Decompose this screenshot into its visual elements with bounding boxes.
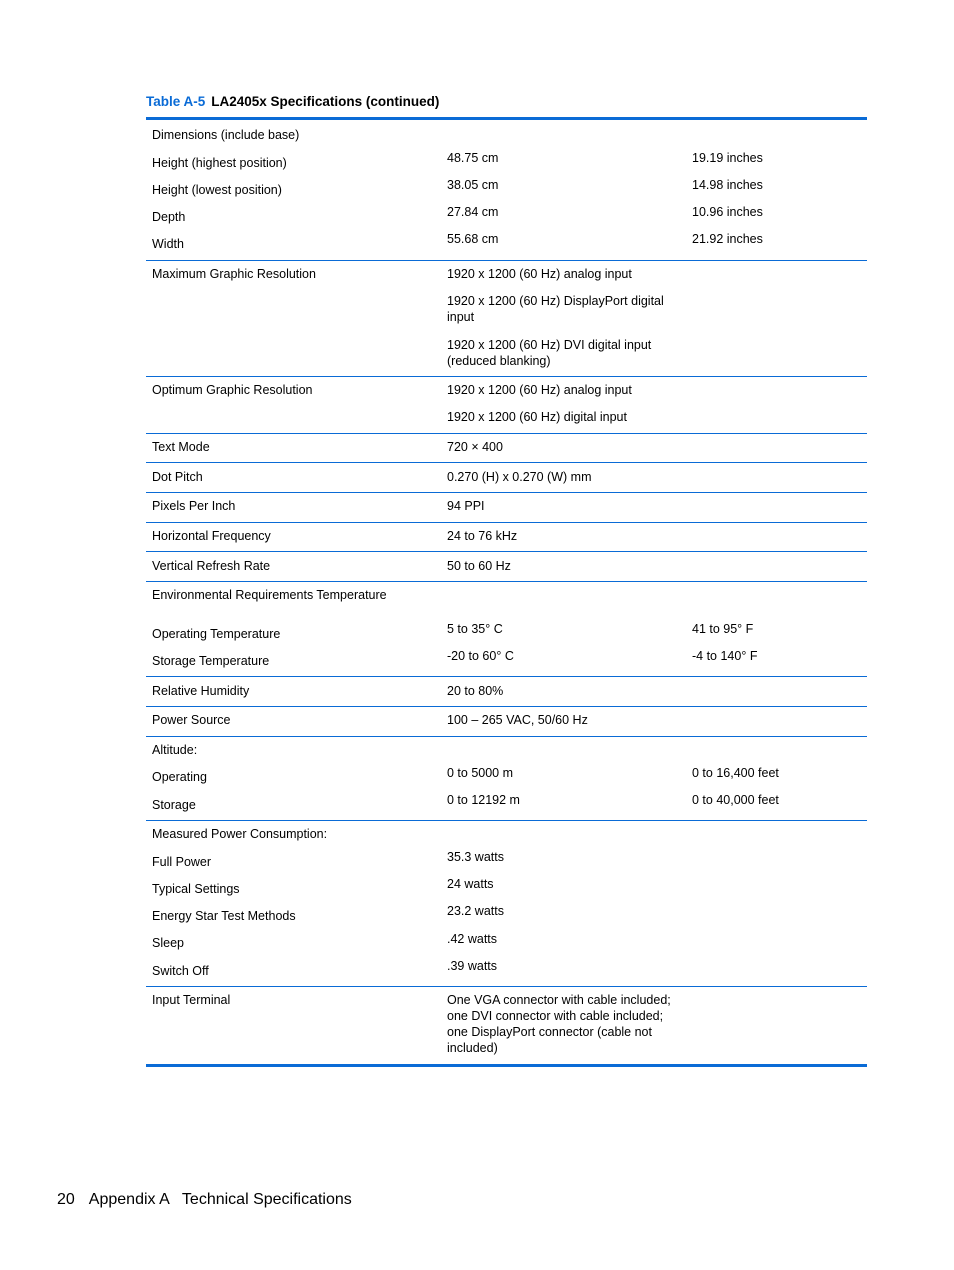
altitude-operating-metric: 0 to 5000 m bbox=[447, 766, 514, 780]
ppi-label: Pixels Per Inch bbox=[152, 499, 236, 513]
dimensions-height-lowest-metric: 38.05 cm bbox=[447, 178, 499, 192]
dimensions-height-lowest-imperial: 14.98 inches bbox=[692, 178, 763, 192]
input-terminal-label: Input Terminal bbox=[152, 993, 231, 1007]
optimum-resolution-digital: 1920 x 1200 (60 Hz) digital input bbox=[447, 410, 627, 424]
dot-pitch-value: 0.270 (H) x 0.270 (W) mm bbox=[447, 470, 592, 484]
dimensions-height-lowest-label: Height (lowest position) bbox=[152, 183, 282, 197]
horizontal-frequency-label: Horizontal Frequency bbox=[152, 529, 271, 543]
vertical-refresh-value: 50 to 60 Hz bbox=[447, 559, 511, 573]
dimensions-width-metric: 55.68 cm bbox=[447, 232, 499, 246]
humidity-label: Relative Humidity bbox=[152, 684, 250, 698]
row-divider bbox=[146, 260, 867, 261]
row-divider bbox=[146, 676, 867, 677]
altitude-storage-imperial: 0 to 40,000 feet bbox=[692, 793, 779, 807]
row-divider bbox=[146, 492, 867, 493]
dimensions-height-highest-imperial: 19.19 inches bbox=[692, 151, 763, 165]
power-energy-star-label: Energy Star Test Methods bbox=[152, 909, 296, 923]
altitude-operating-imperial: 0 to 16,400 feet bbox=[692, 766, 779, 780]
environment-operating-label: Operating Temperature bbox=[152, 627, 281, 641]
row-divider bbox=[146, 462, 867, 463]
power-typical-value: 24 watts bbox=[447, 877, 494, 891]
power-source-label: Power Source bbox=[152, 713, 231, 727]
max-resolution-displayport-cont: input bbox=[447, 310, 475, 324]
environment-operating-imperial: 41 to 95° F bbox=[692, 622, 754, 636]
dot-pitch-label: Dot Pitch bbox=[152, 470, 203, 484]
altitude-heading: Altitude: bbox=[152, 743, 198, 757]
horizontal-frequency-value: 24 to 76 kHz bbox=[447, 529, 518, 543]
power-switch-off-value: .39 watts bbox=[447, 959, 498, 973]
row-divider bbox=[146, 581, 867, 582]
dimensions-heading: Dimensions (include base) bbox=[152, 128, 300, 142]
dimensions-depth-label: Depth bbox=[152, 210, 186, 224]
environment-storage-metric: -20 to 60° C bbox=[447, 649, 514, 663]
vertical-refresh-label: Vertical Refresh Rate bbox=[152, 559, 271, 573]
dimensions-depth-imperial: 10.96 inches bbox=[692, 205, 763, 219]
max-resolution-analog: 1920 x 1200 (60 Hz) analog input bbox=[447, 267, 632, 281]
dimensions-width-label: Width bbox=[152, 237, 184, 251]
table-bottom-rule bbox=[146, 1064, 867, 1067]
input-terminal-line-1: One VGA connector with cable included; bbox=[447, 993, 671, 1007]
table-number: Table A-5 bbox=[146, 94, 206, 109]
optimum-resolution-analog: 1920 x 1200 (60 Hz) analog input bbox=[447, 383, 632, 397]
page-footer bbox=[57, 1191, 352, 1209]
footer-section-title: Appendix A Technical Specifications bbox=[88, 1191, 352, 1208]
max-resolution-dvi-cont: (reduced blanking) bbox=[447, 354, 551, 368]
input-terminal-line-3: one DisplayPort connector (cable not bbox=[447, 1025, 652, 1039]
environment-operating-metric: 5 to 35° C bbox=[447, 622, 503, 636]
row-divider bbox=[146, 820, 867, 821]
text-mode-value: 720 × 400 bbox=[447, 440, 503, 454]
altitude-storage-metric: 0 to 12192 m bbox=[447, 793, 520, 807]
ppi-value: 94 PPI bbox=[447, 499, 485, 513]
dimensions-width-imperial: 21.92 inches bbox=[692, 232, 763, 246]
table-top-rule bbox=[146, 117, 867, 120]
dimensions-depth-metric: 27.84 cm bbox=[447, 205, 499, 219]
altitude-operating-label: Operating bbox=[152, 770, 207, 784]
row-divider bbox=[146, 522, 867, 523]
power-full-value: 35.3 watts bbox=[447, 850, 504, 864]
optimum-resolution-label: Optimum Graphic Resolution bbox=[152, 383, 313, 397]
max-resolution-dvi: 1920 x 1200 (60 Hz) DVI digital input bbox=[447, 338, 652, 352]
dimensions-height-highest-label: Height (highest position) bbox=[152, 156, 287, 170]
input-terminal-line-4: included) bbox=[447, 1041, 498, 1055]
humidity-value: 20 to 80% bbox=[447, 684, 504, 698]
power-consumption-heading: Measured Power Consumption: bbox=[152, 827, 328, 841]
power-sleep-value: .42 watts bbox=[447, 932, 498, 946]
max-resolution-displayport: 1920 x 1200 (60 Hz) DisplayPort digital bbox=[447, 294, 664, 308]
dimensions-height-highest-metric: 48.75 cm bbox=[447, 151, 499, 165]
environment-storage-imperial: -4 to 140° F bbox=[692, 649, 758, 663]
row-divider bbox=[146, 706, 867, 707]
power-source-value: 100 – 265 VAC, 50/60 Hz bbox=[447, 713, 588, 727]
environment-storage-label: Storage Temperature bbox=[152, 654, 270, 668]
row-divider bbox=[146, 551, 867, 552]
max-resolution-label: Maximum Graphic Resolution bbox=[152, 267, 316, 281]
power-energy-star-value: 23.2 watts bbox=[447, 904, 504, 918]
row-divider bbox=[146, 376, 867, 377]
row-divider bbox=[146, 433, 867, 434]
power-full-label: Full Power bbox=[152, 855, 212, 869]
text-mode-label: Text Mode bbox=[152, 440, 210, 454]
altitude-storage-label: Storage bbox=[152, 798, 196, 812]
environment-heading: Environmental Requirements Temperature bbox=[152, 588, 387, 602]
power-typical-label: Typical Settings bbox=[152, 882, 240, 896]
table-title: LA2405x Specifications (continued) bbox=[211, 94, 440, 109]
row-divider bbox=[146, 986, 867, 987]
power-sleep-label: Sleep bbox=[152, 936, 184, 950]
table-caption bbox=[146, 94, 439, 109]
page-number: 20 bbox=[57, 1191, 75, 1208]
row-divider bbox=[146, 736, 867, 737]
input-terminal-line-2: one DVI connector with cable included; bbox=[447, 1009, 664, 1023]
power-switch-off-label: Switch Off bbox=[152, 964, 209, 978]
